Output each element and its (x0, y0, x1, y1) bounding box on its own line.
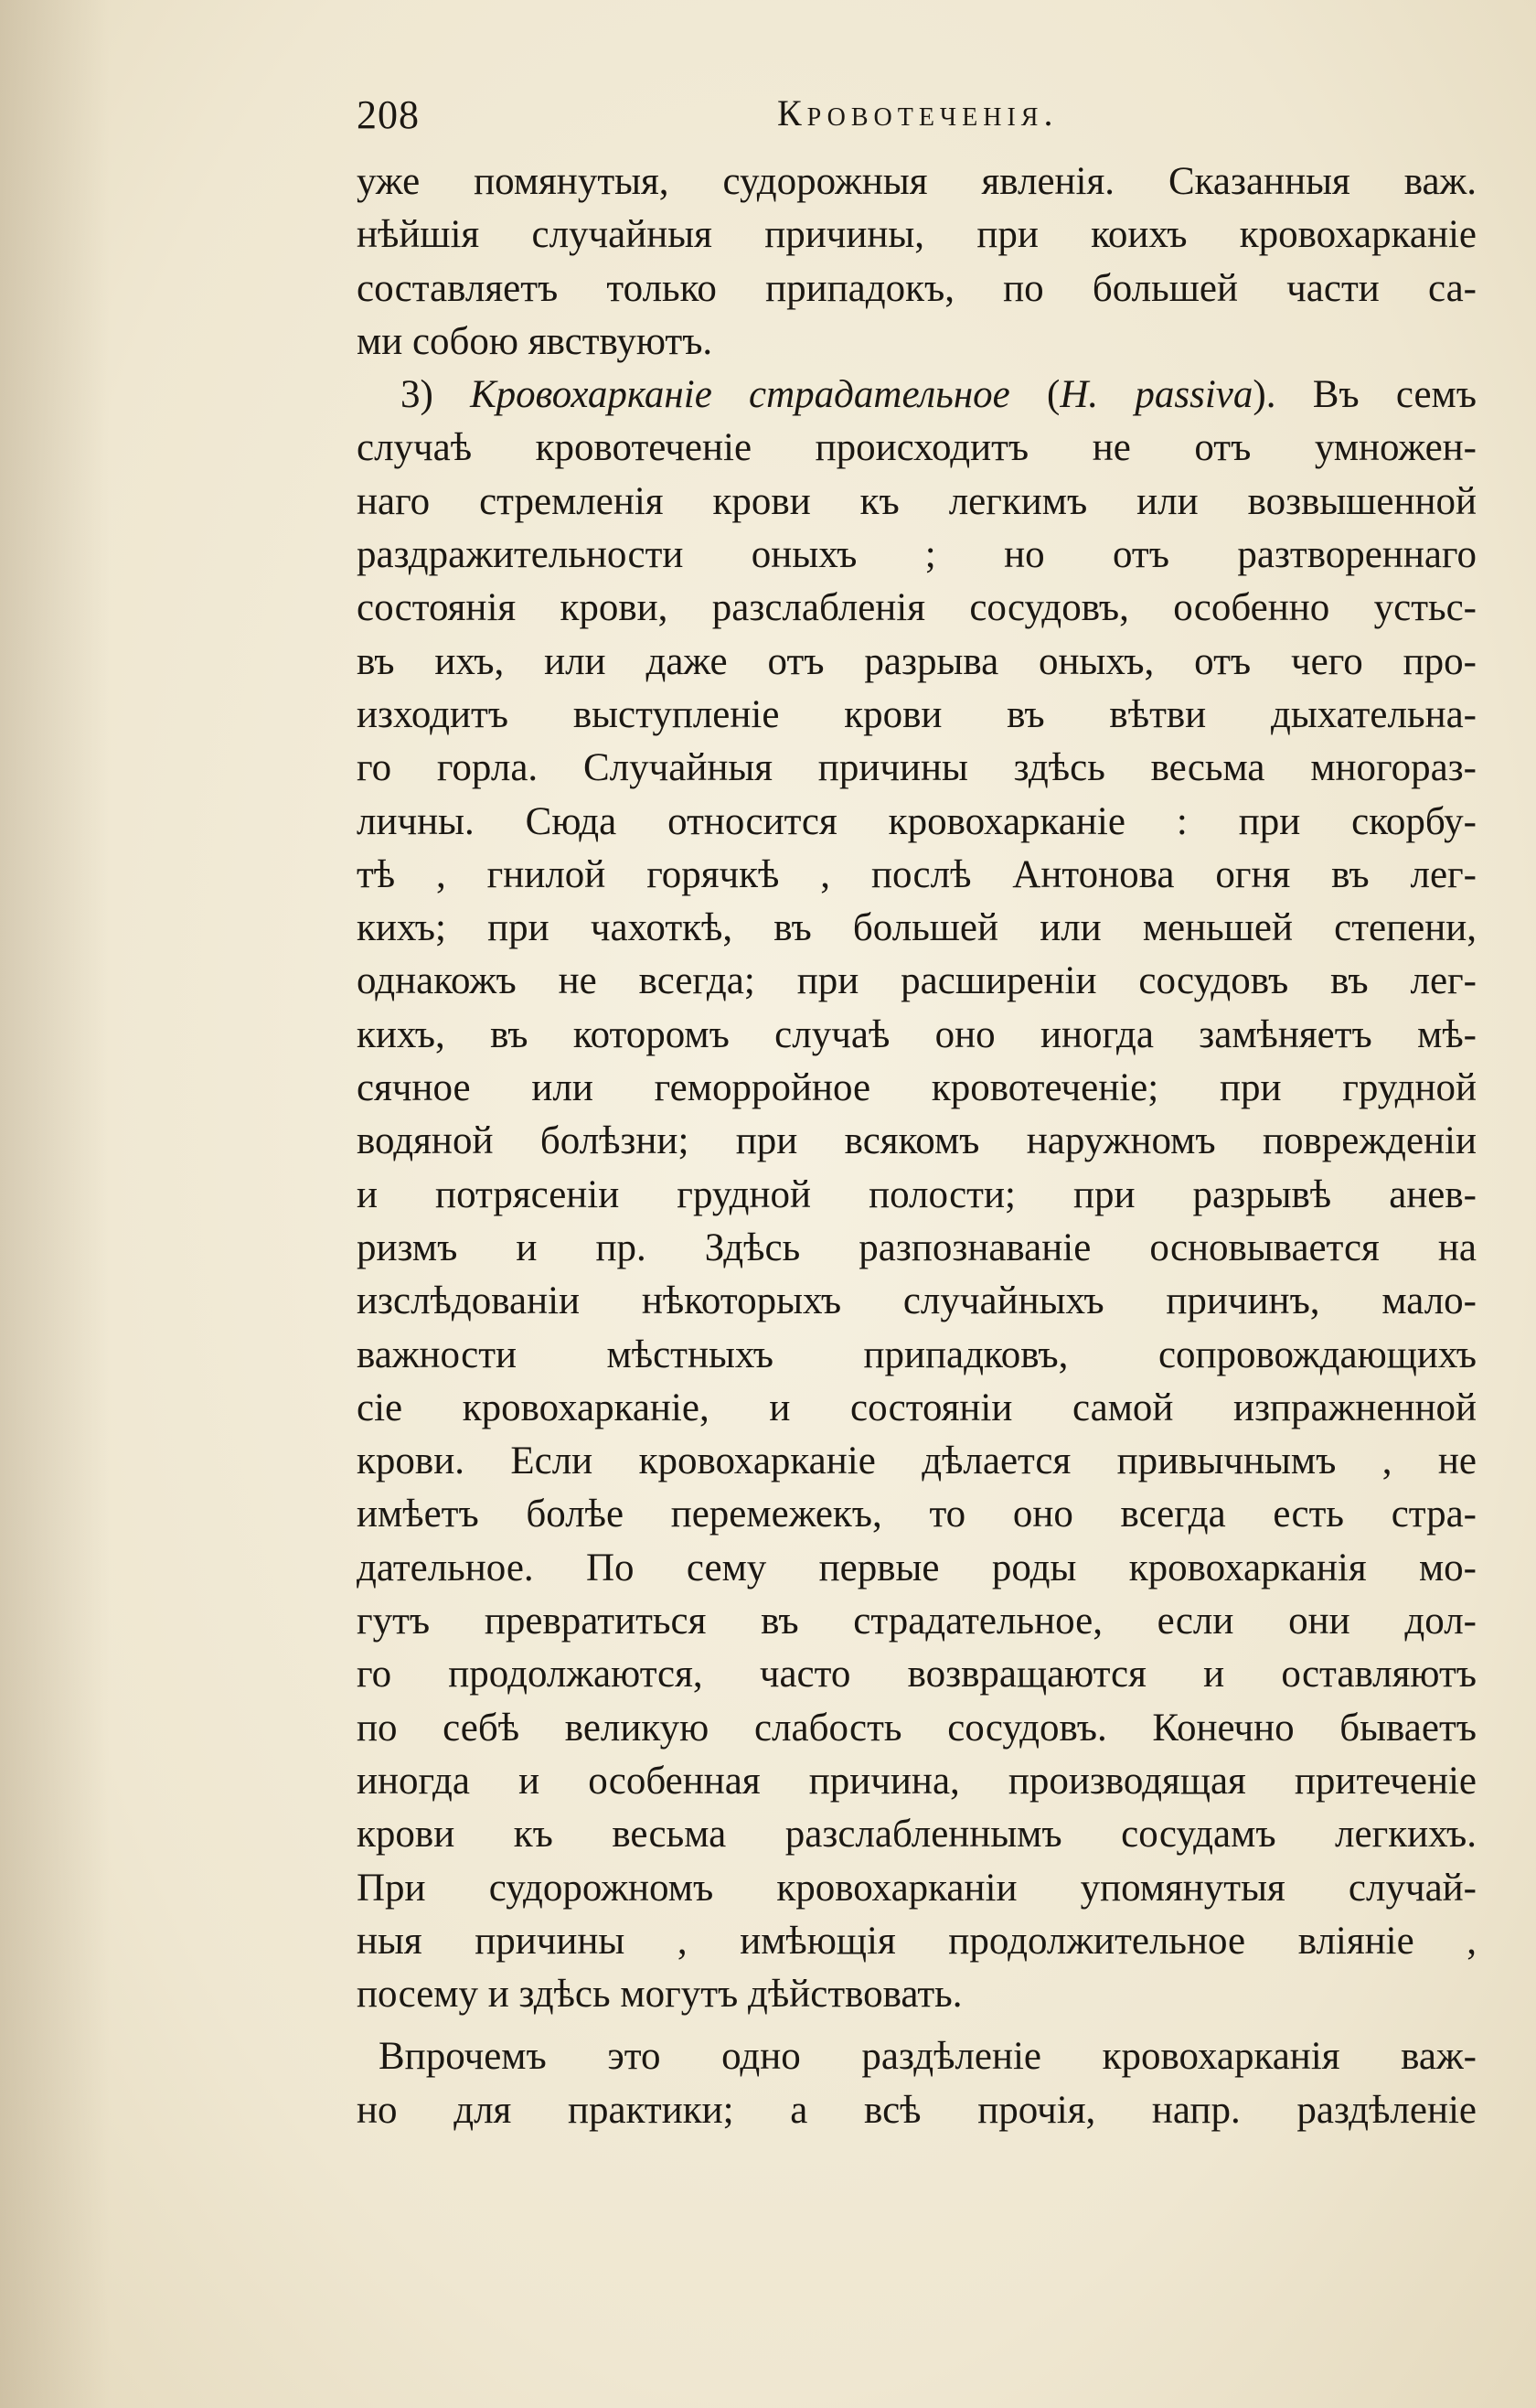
chapter-title: Кровотеченія. (777, 92, 1059, 134)
text-line: дательное. По сему первые роды кровохарканія мо- (357, 1546, 1477, 1589)
text-line: иногда и особенная причина, производящая притеченіе (357, 1759, 1477, 1803)
text-line: по себѣ великую слабость сосудовъ. Конечно бываетъ (357, 1706, 1477, 1750)
text-line: кихъ; при чахоткѣ, въ большей или меньшей степени, (357, 906, 1477, 950)
text-line: случаѣ кровотеченіе происходитъ не отъ умножен- (357, 426, 1477, 470)
text-line: гутъ превратиться въ страдательное, если они дол- (357, 1600, 1477, 1643)
section-number: 3) (400, 373, 471, 417)
latin-term: H. passiva (1060, 373, 1253, 417)
text-line: го горла. Случайныя причины здѣсь весьма многораз- (357, 746, 1477, 790)
text-line: изходитъ выступленіе крови въ вѣтви дыхательна- (357, 692, 1477, 736)
text-line: сіе кровохарканіе, и состояніи самой изпражненной (357, 1386, 1477, 1429)
section-term: Кровохарканіе страдательное (470, 373, 1010, 417)
text-line: крови. Если кровохарканіе дѣлается привычнымъ , не (357, 1439, 1477, 1483)
text-line: го продолжаются, часто возвращаются и оставляютъ (357, 1653, 1477, 1696)
text-line: изслѣдованіи нѣкоторыхъ случайныхъ причинъ, мало- (357, 1279, 1477, 1323)
page-number: 208 (357, 92, 420, 137)
text-line-section-heading (357, 369, 1477, 422)
paren-open: ( (1009, 373, 1061, 417)
text-line: личны. Сюда относится кровохарканіе : при скорбу- (357, 799, 1477, 843)
text-line: важности мѣстныхъ припадковъ, сопровождающихъ (357, 1332, 1477, 1376)
text-line: Впрочемъ это одно раздѣленіе кровохарканія важ- (379, 2035, 1477, 2079)
text-line: однакожъ не всегда; при расширеніи сосудовъ въ лег- (357, 959, 1477, 1003)
text-line: сячное или геморройное кровотеченіе; при грудной (357, 1066, 1477, 1110)
text-line: ми собою явствуютъ. (357, 319, 713, 363)
text-line: ризмъ и пр. Здѣсь разпознаваніе основывается на (357, 1225, 1477, 1269)
text-line: наго стремленія крови къ легкимъ или возвышенной (357, 479, 1477, 523)
text-line: но для практики; а всѣ прочія, напр. раздѣленіе (357, 2088, 1477, 2132)
text-line: составляетъ только припадокъ, по большей части са- (357, 266, 1477, 310)
text-line: водяной болѣзни; при всякомъ наружномъ поврежденіи (357, 1119, 1477, 1163)
text-line: посему и здѣсь могутъ дѣйствовать. (357, 1973, 963, 2017)
page-gutter-shadow (0, 0, 110, 2408)
text-line: раздражительности оныхъ ; но отъ разтвореннаго (357, 533, 1477, 577)
running-head (357, 91, 1481, 146)
section-heading-rest: ). Въ семъ (1253, 373, 1477, 417)
text-line: уже помянутыя, судорожныя явленія. Сказанныя важ. (357, 160, 1477, 203)
text-line: въ ихъ, или даже отъ разрыва оныхъ, отъ чего про- (357, 639, 1477, 683)
text-line: состоянія крови, разслабленія сосудовъ, особенно устьс- (357, 586, 1477, 630)
text-line: тѣ , гнилой горячкѣ , послѣ Антонова огня въ лег- (357, 852, 1477, 896)
text-line: кихъ, въ которомъ случаѣ оно иногда замѣняетъ мѣ- (357, 1012, 1477, 1056)
text-line: и потрясеніи грудной полости; при разрывѣ анев- (357, 1172, 1477, 1216)
text-line: крови къ весьма разслабленнымъ сосудамъ легкихъ. (357, 1813, 1477, 1857)
body-text (357, 155, 1477, 2137)
text-line: При судорожномъ кровохарканіи упомянутыя случай- (357, 1866, 1477, 1910)
text-line: имѣетъ болѣе перемежекъ, то оно всегда есть стра- (357, 1493, 1477, 1536)
text-line: нѣйшія случайныя причины, при коихъ кровохарканіе (357, 213, 1477, 257)
text-line: ныя причины , имѣющія продолжительное вліяніе , (357, 1919, 1477, 1963)
